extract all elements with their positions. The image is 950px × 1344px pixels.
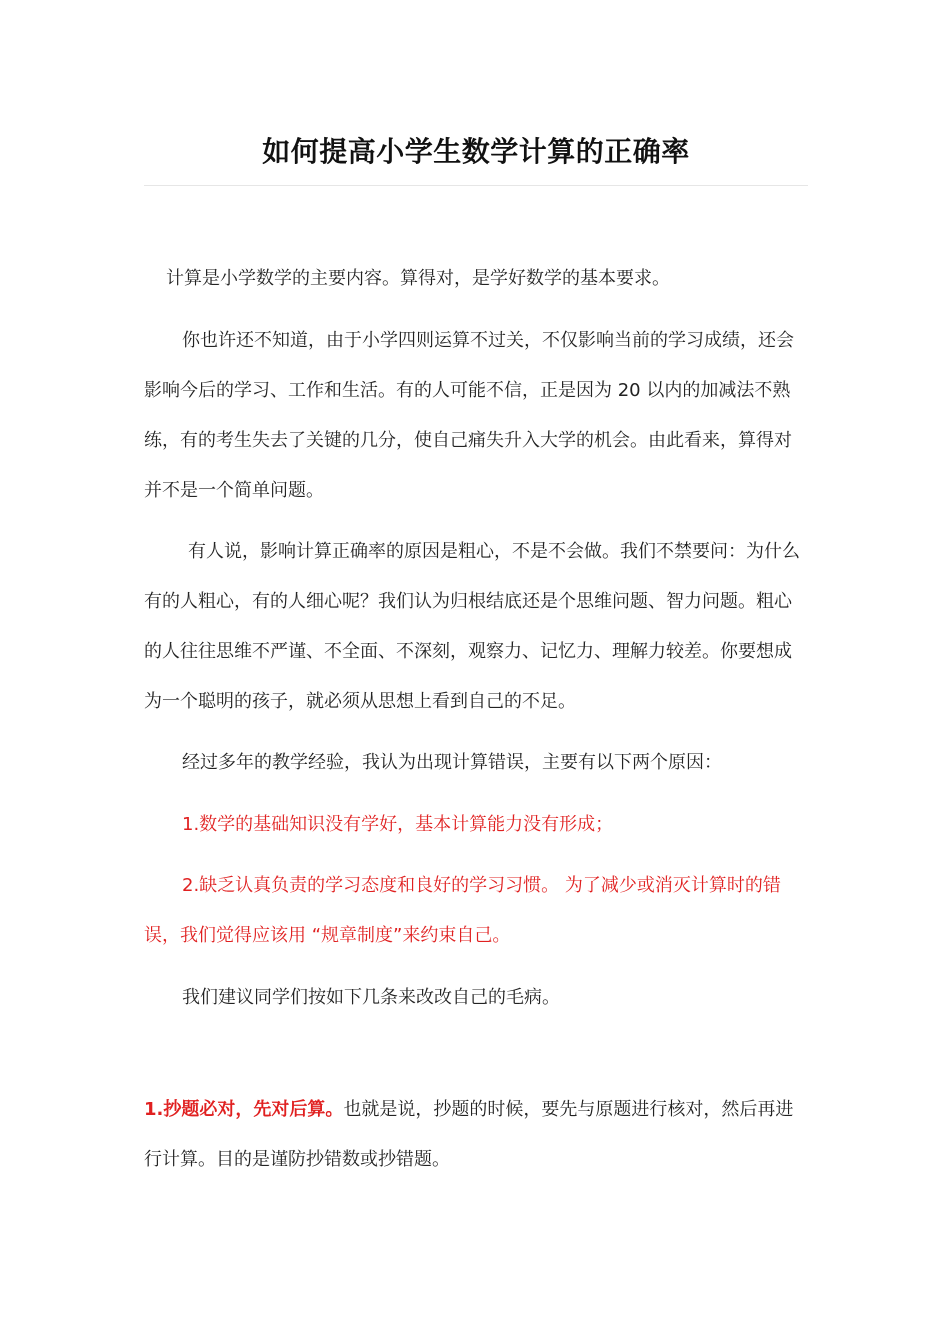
document-title: 如何提高小学生数学计算的正确率 [262,135,690,168]
reason-item-1: 1.数学的基础知识没有学好，基本计算能力没有形成； [182,814,614,835]
title-divider [144,185,808,186]
reason-item-2: 2.缺乏认真负责的学习态度和良好的学习习惯。 为了减少或消灭计算时的错误，我们觉得应该用 “规章制度”来约束自己。 [144,875,781,946]
paragraph-carelessness: 有人说，影响计算正确率的原因是粗心，不是不会做。我们不禁要问：为什么有的人粗心，有的人细心呢？我们认为归根结底还是个思维问题、智力问题。粗心的人往往思维不严谨、不全面、不深刻，观察力、记忆力、理解力较差。你要想成为一个聪明的孩子，就必须从思想上看到自己的不足。 [144,541,800,712]
rule-item-1-heading: 1.抄题必对，先对后算。 [144,1099,344,1120]
paragraph-reasons-intro: 经过多年的教学经验，我认为出现计算错误，主要有以下两个原因： [182,752,722,773]
paragraph-importance: 你也许还不知道，由于小学四则运算不过关，不仅影响当前的学习成绩，还会影响今后的学习、工作和生活。有的人可能不信，正是因为 20 以内的加减法不熟练，有的考生失去了关键的几分，使自己痛失升入大学的机会。由此看来，算得对并不是一个简单问题。 [144,330,794,501]
paragraph-suggestion-intro: 我们建议同学们按如下几条来改改自己的毛病。 [182,987,560,1008]
paragraph-intro: 计算是小学数学的主要内容。算得对，是学好数学的基本要求。 [166,268,670,289]
rule-item-1 [144,1085,808,1185]
rule-item-1-body: 也就是说，抄题的时候，要先与原题进行核对，然后再进行计算。目的是谨防抄错数或抄错题。 [144,1099,794,1170]
